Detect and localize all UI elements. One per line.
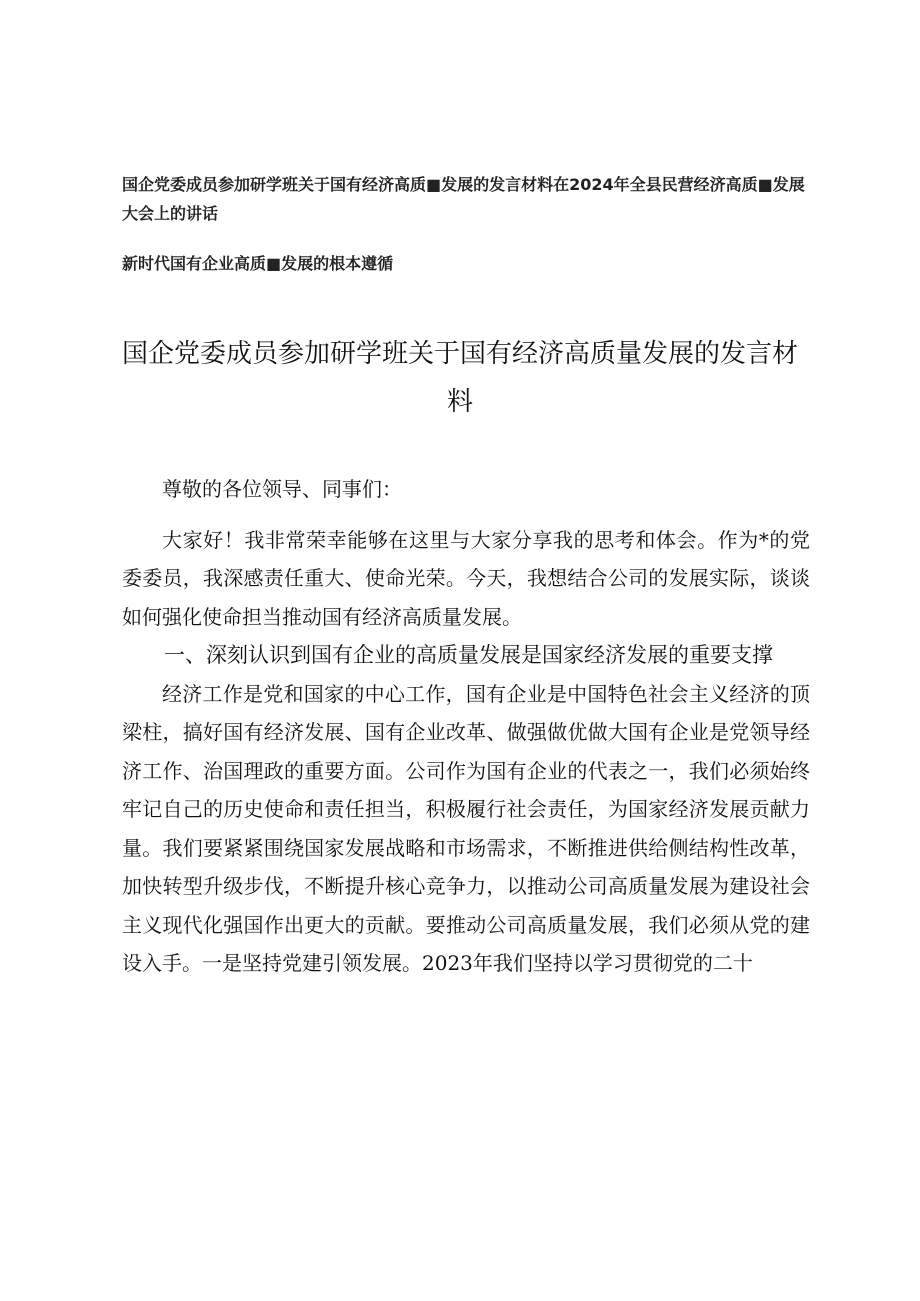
- related-document-link[interactable]: 国企党委成员参加研学班关于国有经济高质■发展的发言材料在2024年全县民营经济高质■发展大会上的讲话: [122, 175, 805, 223]
- salutation: 尊敬的各位领导、同事们：: [162, 477, 402, 501]
- paragraph: 大家好！我非常荣幸能够在这里与大家分享我的思考和体会。作为*的党委委员，我深感责任重大、使命光荣。今天，我想结合公司的发展实际，谈谈如何强化使命担当推动国有经济高质量发展。: [122, 527, 810, 629]
- section-heading: 一、深刻认识到国有企业的高质量发展是国家经济发展的重要支撑: [164, 643, 773, 667]
- document-body: [122, 470, 810, 983]
- document-title: 国企党委成员参加研学班关于国有经济高质量发展的发言材料: [121, 339, 798, 417]
- related-document-link[interactable]: 新时代国有企业高质■发展的根本遵循: [122, 254, 394, 273]
- related-documents-list: [122, 170, 812, 278]
- paragraph: 经济工作是党和国家的中心工作，国有企业是中国特色社会主义经济的顶梁柱，搞好国有经济发展、国有企业改革、做强做优做大国有企业是党领导经济工作、治国理政的重要方面。公司作为国有企业的代表之一，我们必须始终牢记自己的历史使命和责任担当，积极履行社会责任，为国家经济发展贡献力量。我们要紧紧围绕国家发展战略和市场需求，不断推进供给侧结构性改革，加快转型升级步伐，不断提升核心竞争力，以推动公司高质量发展为建设社会主义现代化强国作出更大的贡献。要推动公司高质量发展，我们必须从党的建设入手。一是坚持党建引领发展。2023年我们坚持以学习贯彻党的二十: [122, 681, 810, 975]
